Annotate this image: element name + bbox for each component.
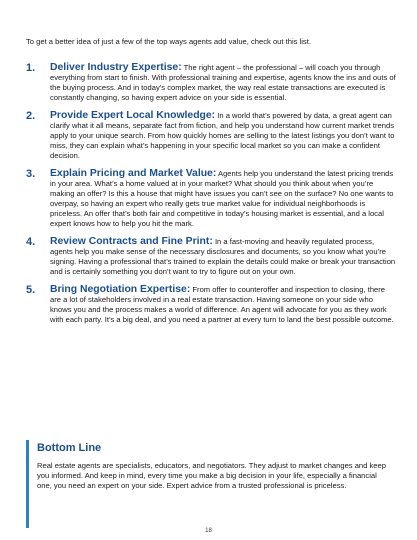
item-number: 5. xyxy=(26,284,36,296)
item-heading: Review Contracts and Fine Print: xyxy=(50,236,213,247)
item-heading: Explain Pricing and Market Value: xyxy=(50,168,217,179)
item-body: In a world that’s powered by data, a great agent can clarify what it all means, separate fact from fiction, and help you understand how current market trends apply to your unique search. From how quickly homes are selling to the latest listings you don’t want to miss, they can explain what’s happening in your specific local market so you can make a confident decision. xyxy=(50,111,395,160)
intro-paragraph: To get a better idea of just a few of the top ways agents add value, check out this list. xyxy=(26,37,311,46)
item-number: 1. xyxy=(26,62,36,74)
item-number: 4. xyxy=(26,236,36,248)
bottom-line-body: Real estate agents are specialists, educators, and negotiators. They adjust to market changes and keep you informed. And keep in mind, every time you make a big decision in your life, especially a financial one, you need an expert on your side. Expert advice from a trusted professional is priceless. xyxy=(37,461,386,490)
item-body: Agents help you understand the latest pricing trends in your area. What’s a home valued at in your market? What should you think about when you’re making an offer? Is this a house that might have issues you can’t see on the surface? No one wants to overpay, so having an expert who really gets true market value for individual neighborhoods is priceless. An offer that’s both fair and competitive in today’s housing market is essential, and a local expert knows how to help you hit the mark. xyxy=(50,169,394,228)
item-body: The right agent – the professional – will coach you through everything from start to finish. With professional training and expertise, agents know the ins and outs of the buying process. And in today’s complex market, the way real estate transactions are executed is constantly changing, so having expert advice on your side is essential. xyxy=(50,63,396,102)
item-body: From offer to counteroffer and inspection to closing, there are a lot of stakeholders involved in a real estate transaction. Having someone on your side who knows you and the process makes a world of difference. An agent will advocate for you as they work with each party. It’s a big deal, and you need a partner at every turn to land the best possible outcome. xyxy=(50,285,394,324)
list-item xyxy=(26,169,396,229)
item-heading: Deliver Industry Expertise: xyxy=(50,62,182,73)
list-item xyxy=(26,63,396,103)
list-item xyxy=(26,111,396,161)
list-item xyxy=(26,285,396,325)
item-heading: Provide Expert Local Knowledge: xyxy=(50,110,216,121)
item-number: 3. xyxy=(26,168,36,180)
item-number: 2. xyxy=(26,110,36,122)
page-number: 18 xyxy=(205,528,212,534)
list-item xyxy=(26,237,396,277)
item-heading: Bring Negotiation Expertise: xyxy=(50,284,191,295)
bottom-line-box xyxy=(26,440,395,528)
value-list xyxy=(26,52,396,325)
bottom-line-title: Bottom Line xyxy=(37,442,102,454)
item-body: In a fast-moving and heavily regulated process, agents help you make sense of the necessary disclosures and documents, so you know what you’re signing. Having a professional that’s trained to explain the details could make or break your transaction and is certainly something you don’t want to try to figure out on your own. xyxy=(50,237,396,276)
